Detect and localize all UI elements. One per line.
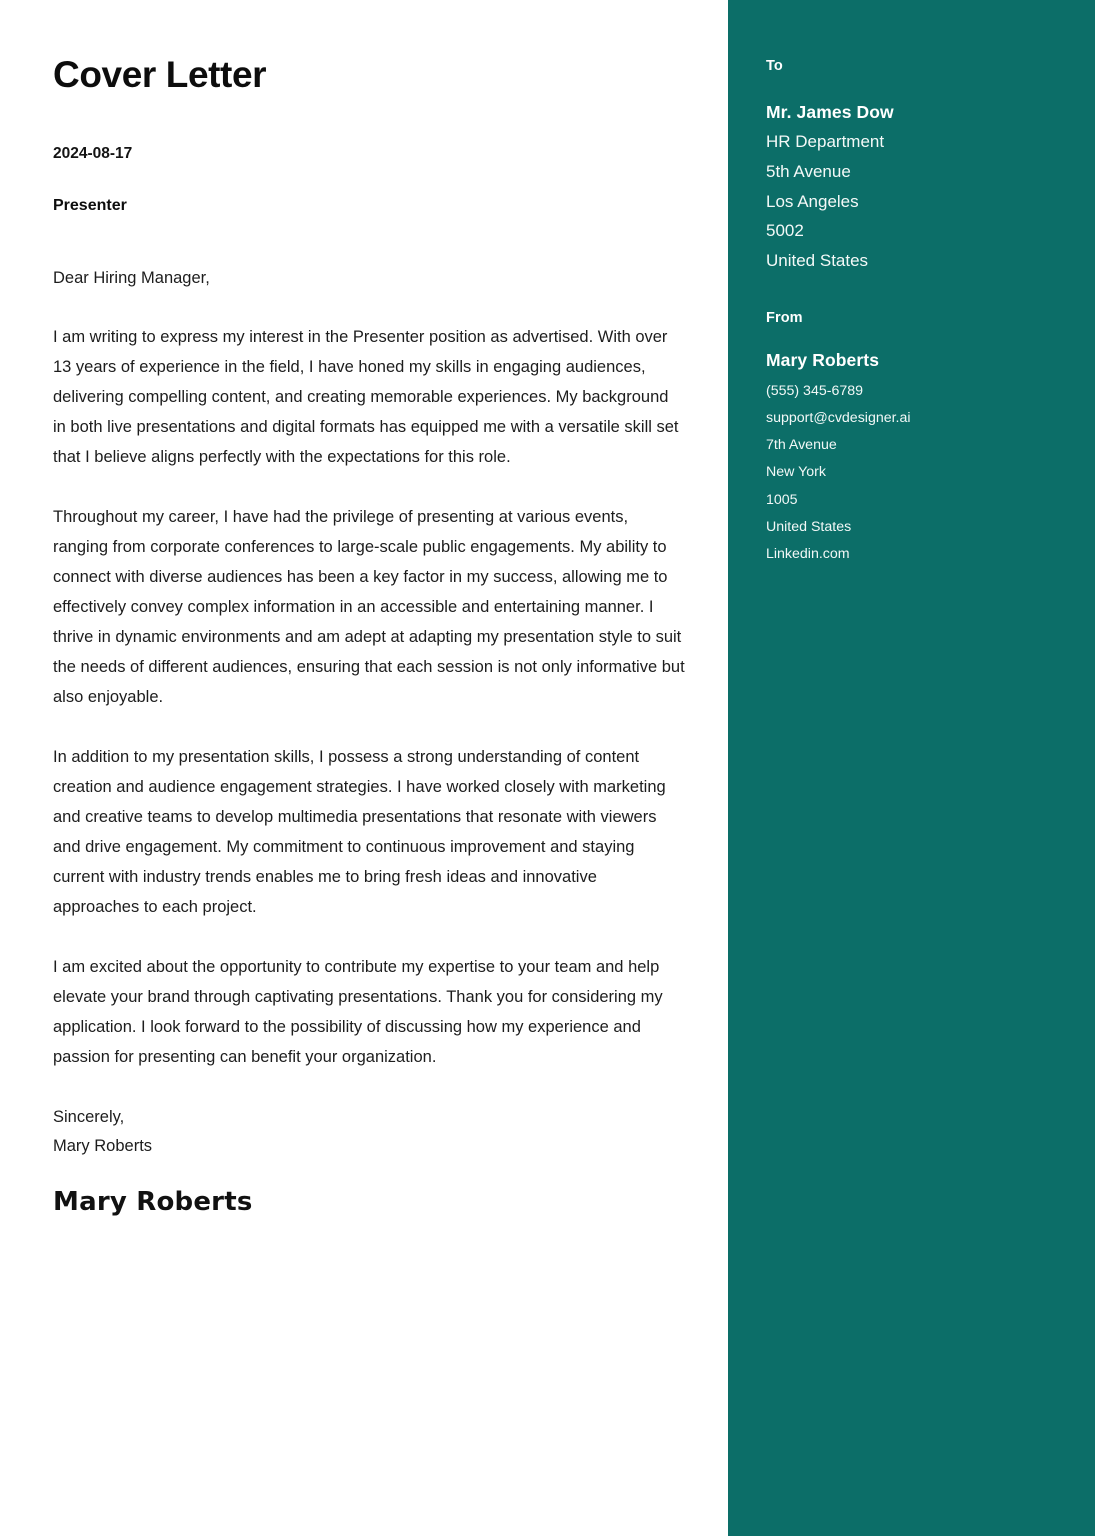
letter-date: 2024-08-17 (53, 144, 133, 162)
to-section-heading: To (766, 58, 783, 74)
letter-paragraph-3: In addition to my presentation skills, I possess a strong understanding of content creation and audience engagement strategies. I have worked closely with marketing and creative teams to develop multimedia presentations that resonate with viewers and drive engagement. My commitment to continuous improvement and staying current with industry trends enables me to bring fresh ideas and innovative approaches to each project. (53, 747, 666, 916)
letter-position-title: Presenter (53, 196, 127, 214)
letter-closing-block (53, 1103, 681, 1162)
sender-phone: (555) 345-6789 (766, 382, 864, 399)
sender-line-city: New York (766, 464, 826, 481)
sender-line-postcode: 1005 (766, 491, 798, 508)
signature: Mary Roberts (53, 1186, 253, 1217)
sender-address-block (766, 346, 1071, 569)
recipient-address-block (766, 97, 1071, 275)
recipient-line-city: Los Angeles (766, 191, 859, 211)
sender-line-street: 7th Avenue (766, 437, 837, 454)
sender-name: Mary Roberts (766, 349, 880, 370)
from-section-heading: From (766, 310, 803, 327)
recipient-line-department: HR Department (766, 132, 885, 152)
contact-sidebar (728, 0, 1095, 1536)
letter-paragraph-1: I am writing to express my interest in the Presenter position as advertised. With over 13 years of experience in the field, I have honed my skills in engaging audiences, delivering compelling content, and creating memorable experiences. My background in both live presentations and digital formats has equipped me with a versatile skill set that I believe aligns perfectly with the expectations for this role. (53, 327, 679, 466)
closing-salutation: Sincerely, (53, 1107, 125, 1126)
page-title: Cover Letter (53, 54, 267, 95)
letter-paragraph-2: Throughout my career, I have had the privilege of presenting at various events, ranging from corporate conferences to large-scale public engagements. My ability to connect with diverse audiences has been a key factor in my success, allowing me to effectively convey complex information in an accessible and entertaining manner. I thrive in dynamic environments and am adept at adapting my presentation style to suit the needs of different audiences, ensuring that each session is not only informative but also enjoyable. (53, 507, 685, 706)
recipient-line-country: United States (766, 250, 869, 270)
sender-line-country: United States (766, 518, 852, 535)
recipient-line-street: 5th Avenue (766, 161, 851, 181)
sender-email: support@cvdesigner.ai (766, 409, 911, 426)
closing-name: Mary Roberts (53, 1137, 153, 1156)
sender-linkedin: Linkedin.com (766, 546, 850, 563)
recipient-line-postcode: 5002 (766, 221, 804, 241)
letter-meta-block (53, 142, 681, 218)
letter-salutation: Dear Hiring Manager, (53, 268, 210, 287)
letter-paragraph-4: I am excited about the opportunity to contribute my expertise to your team and help elevate your brand through captivating presentations. Thank you for considering my application. I look forward to the possibility of discussing how my experience and passion for presenting can benefit your organization. (53, 957, 663, 1066)
recipient-name: Mr. James Dow (766, 102, 894, 123)
